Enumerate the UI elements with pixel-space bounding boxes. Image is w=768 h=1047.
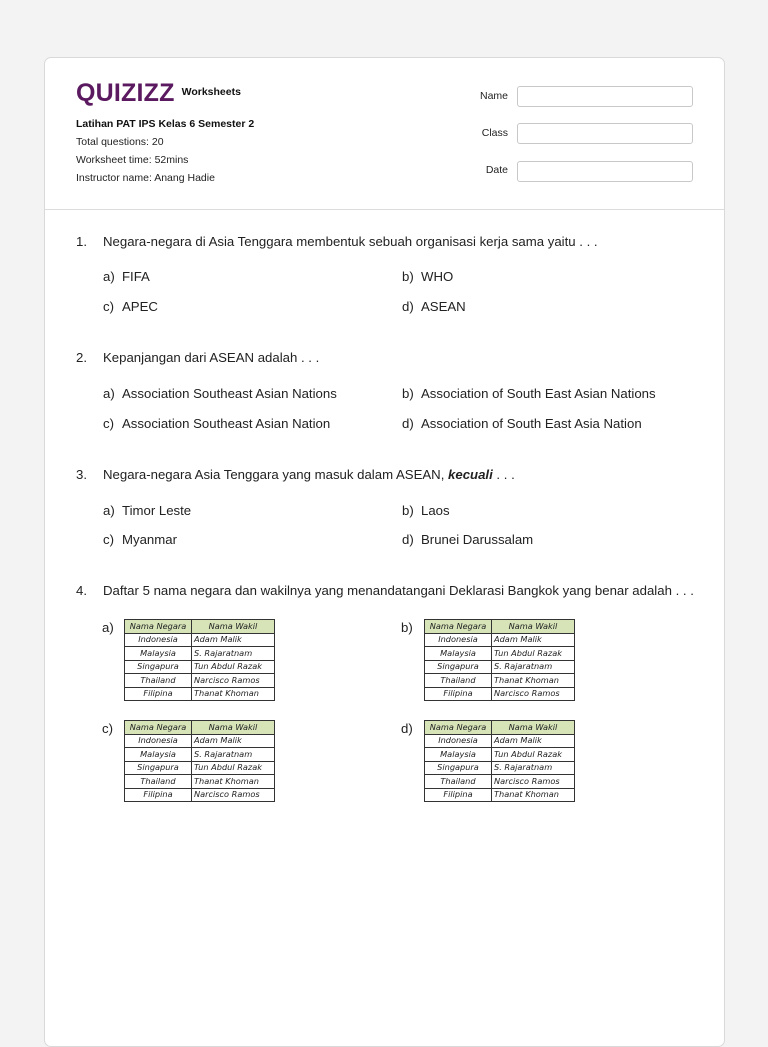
representative-cell: Narcisco Ramos xyxy=(192,788,275,802)
table-row xyxy=(125,660,275,674)
representative-cell: S. Rajaratnam xyxy=(192,748,275,762)
option-1c[interactable] xyxy=(103,299,158,314)
representative-cell: Tun Abdul Razak xyxy=(192,660,275,674)
question-number: 4. xyxy=(76,583,87,598)
question-number: 2. xyxy=(76,350,87,365)
option-letter: d) xyxy=(402,532,414,547)
country-cell: Malaysia xyxy=(425,748,492,762)
worksheet-page xyxy=(44,57,725,1047)
option-4a-table[interactable] xyxy=(124,619,275,701)
table-header-row xyxy=(425,620,575,634)
option-text: Timor Leste xyxy=(122,503,192,518)
representative-cell: Adam Malik xyxy=(492,734,575,748)
table-row xyxy=(425,687,575,701)
country-cell: Singapura xyxy=(425,761,492,775)
table-row xyxy=(425,674,575,688)
total-questions: Total questions: 20 xyxy=(76,136,164,148)
option-letter: a) xyxy=(103,503,115,518)
option-3c[interactable] xyxy=(103,532,177,547)
representative-cell: Tun Abdul Razak xyxy=(192,761,275,775)
representative-cell: Adam Malik xyxy=(192,633,275,647)
country-cell: Filipina xyxy=(425,687,492,701)
representative-cell: Narcisco Ramos xyxy=(492,687,575,701)
option-letter: c) xyxy=(103,416,114,431)
option-2b[interactable] xyxy=(402,386,656,401)
country-cell: Thailand xyxy=(425,775,492,789)
option-4c-letter[interactable]: c) xyxy=(102,721,113,736)
worksheet-time: Worksheet time: 52mins xyxy=(76,154,189,166)
option-letter: b) xyxy=(402,503,414,518)
table-row xyxy=(425,761,575,775)
question-text: Negara-negara di Asia Tenggara membentuk sebuah organisasi kerja sama yaitu . . . xyxy=(103,234,598,249)
option-text: Association Southeast Asian Nations xyxy=(122,386,337,401)
logo-wordmark: QUIZIZZ xyxy=(76,79,175,107)
country-cell: Malaysia xyxy=(125,647,192,661)
option-text: Association Southeast Asian Nation xyxy=(122,416,331,431)
question-text xyxy=(103,467,515,482)
class-label: Class xyxy=(481,127,508,139)
option-letter: d) xyxy=(402,416,414,431)
worksheet-header xyxy=(45,58,724,210)
logo-subtitle: Worksheets xyxy=(181,86,241,98)
question-text-main: Negara-negara Asia Tenggara yang masuk dalam ASEAN, xyxy=(103,467,449,482)
table-row xyxy=(125,775,275,789)
table-row xyxy=(425,775,575,789)
representative-cell: Thanat Khoman xyxy=(192,687,275,701)
option-text: ASEAN xyxy=(421,299,466,314)
header-representative: Nama Wakil xyxy=(192,620,275,634)
representative-cell: S. Rajaratnam xyxy=(192,647,275,661)
representative-cell: Narcisco Ramos xyxy=(192,674,275,688)
country-cell: Malaysia xyxy=(425,647,492,661)
option-text: Association of South East Asia Nation xyxy=(421,416,642,431)
instructor-name: Instructor name: Anang Hadie xyxy=(76,172,215,184)
question-text-end: . . . xyxy=(492,467,515,482)
question-emphasis: kecuali xyxy=(448,467,493,482)
country-cell: Indonesia xyxy=(125,734,192,748)
country-cell: Indonesia xyxy=(425,734,492,748)
option-letter: c) xyxy=(103,532,114,547)
option-letter: d) xyxy=(402,299,414,314)
option-4b-table[interactable] xyxy=(424,619,575,701)
header-country: Nama Negara xyxy=(125,620,192,634)
table-row xyxy=(125,761,275,775)
question-number: 1. xyxy=(76,234,87,249)
table-row xyxy=(425,660,575,674)
table-row xyxy=(425,748,575,762)
date-label: Date xyxy=(485,164,508,176)
table-row xyxy=(425,788,575,802)
option-2c[interactable] xyxy=(103,416,330,431)
option-4d-letter[interactable]: d) xyxy=(401,721,413,736)
country-cell: Singapura xyxy=(125,660,192,674)
country-cell: Thailand xyxy=(125,674,192,688)
date-field[interactable] xyxy=(517,161,693,182)
option-text: Laos xyxy=(421,503,450,518)
country-cell: Indonesia xyxy=(425,633,492,647)
option-text: WHO xyxy=(421,269,454,284)
header-representative: Nama Wakil xyxy=(492,620,575,634)
option-1a[interactable] xyxy=(103,269,150,284)
country-cell: Filipina xyxy=(125,788,192,802)
country-cell: Thailand xyxy=(125,775,192,789)
table-row xyxy=(125,734,275,748)
option-4c-table[interactable] xyxy=(124,720,275,802)
country-cell: Singapura xyxy=(425,660,492,674)
table-row xyxy=(425,734,575,748)
question-number: 3. xyxy=(76,467,87,482)
option-text: Brunei Darussalam xyxy=(421,532,534,547)
question-text: Kepanjangan dari ASEAN adalah . . . xyxy=(103,350,320,365)
table-row xyxy=(125,674,275,688)
option-2a[interactable] xyxy=(103,386,337,401)
option-text: APEC xyxy=(122,299,158,314)
table-header-row xyxy=(125,721,275,735)
country-cell: Indonesia xyxy=(125,633,192,647)
option-1d[interactable] xyxy=(402,299,466,314)
representative-cell: Tun Abdul Razak xyxy=(492,647,575,661)
quizizz-logo xyxy=(76,80,241,106)
option-letter: c) xyxy=(103,299,114,314)
option-4a-letter[interactable]: a) xyxy=(102,620,114,635)
representative-cell: Adam Malik xyxy=(492,633,575,647)
option-3d[interactable] xyxy=(402,532,533,547)
class-field[interactable] xyxy=(517,123,693,144)
option-text: Association of South East Asian Nations xyxy=(421,386,656,401)
name-label: Name xyxy=(479,90,508,102)
country-cell: Filipina xyxy=(125,687,192,701)
option-text: FIFA xyxy=(122,269,150,284)
option-text: Myanmar xyxy=(122,532,177,547)
worksheet-title: Latihan PAT IPS Kelas 6 Semester 2 xyxy=(76,118,255,130)
option-4d-table[interactable] xyxy=(424,720,575,802)
question-text: Daftar 5 nama negara dan wakilnya yang menandatangani Deklarasi Bangkok yang benar adalah . . . xyxy=(103,583,694,598)
country-cell: Thailand xyxy=(425,674,492,688)
representative-cell: Adam Malik xyxy=(192,734,275,748)
option-letter: b) xyxy=(402,269,414,284)
table-row xyxy=(125,788,275,802)
header-country: Nama Negara xyxy=(425,721,492,735)
header-representative: Nama Wakil xyxy=(492,721,575,735)
name-field[interactable] xyxy=(517,86,693,107)
option-letter: b) xyxy=(402,386,414,401)
option-2d[interactable] xyxy=(402,416,642,431)
representative-cell: Narcisco Ramos xyxy=(492,775,575,789)
table-row xyxy=(125,687,275,701)
table-row xyxy=(125,633,275,647)
representative-cell: S. Rajaratnam xyxy=(492,660,575,674)
option-letter: a) xyxy=(103,269,115,284)
table-header-row xyxy=(425,721,575,735)
table-row xyxy=(125,748,275,762)
representative-cell: S. Rajaratnam xyxy=(492,761,575,775)
representative-cell: Thanat Khoman xyxy=(192,775,275,789)
table-row xyxy=(425,647,575,661)
representative-cell: Thanat Khoman xyxy=(492,674,575,688)
header-country: Nama Negara xyxy=(425,620,492,634)
header-country: Nama Negara xyxy=(125,721,192,735)
header-representative: Nama Wakil xyxy=(192,721,275,735)
country-cell: Filipina xyxy=(425,788,492,802)
table-row xyxy=(425,633,575,647)
option-4b-letter[interactable]: b) xyxy=(401,620,413,635)
option-letter: a) xyxy=(103,386,115,401)
option-1b[interactable] xyxy=(402,269,453,284)
option-3b[interactable] xyxy=(402,503,450,518)
table-header-row xyxy=(125,620,275,634)
option-3a[interactable] xyxy=(103,503,191,518)
country-cell: Singapura xyxy=(125,761,192,775)
representative-cell: Thanat Khoman xyxy=(492,788,575,802)
country-cell: Malaysia xyxy=(125,748,192,762)
table-row xyxy=(125,647,275,661)
representative-cell: Tun Abdul Razak xyxy=(492,748,575,762)
